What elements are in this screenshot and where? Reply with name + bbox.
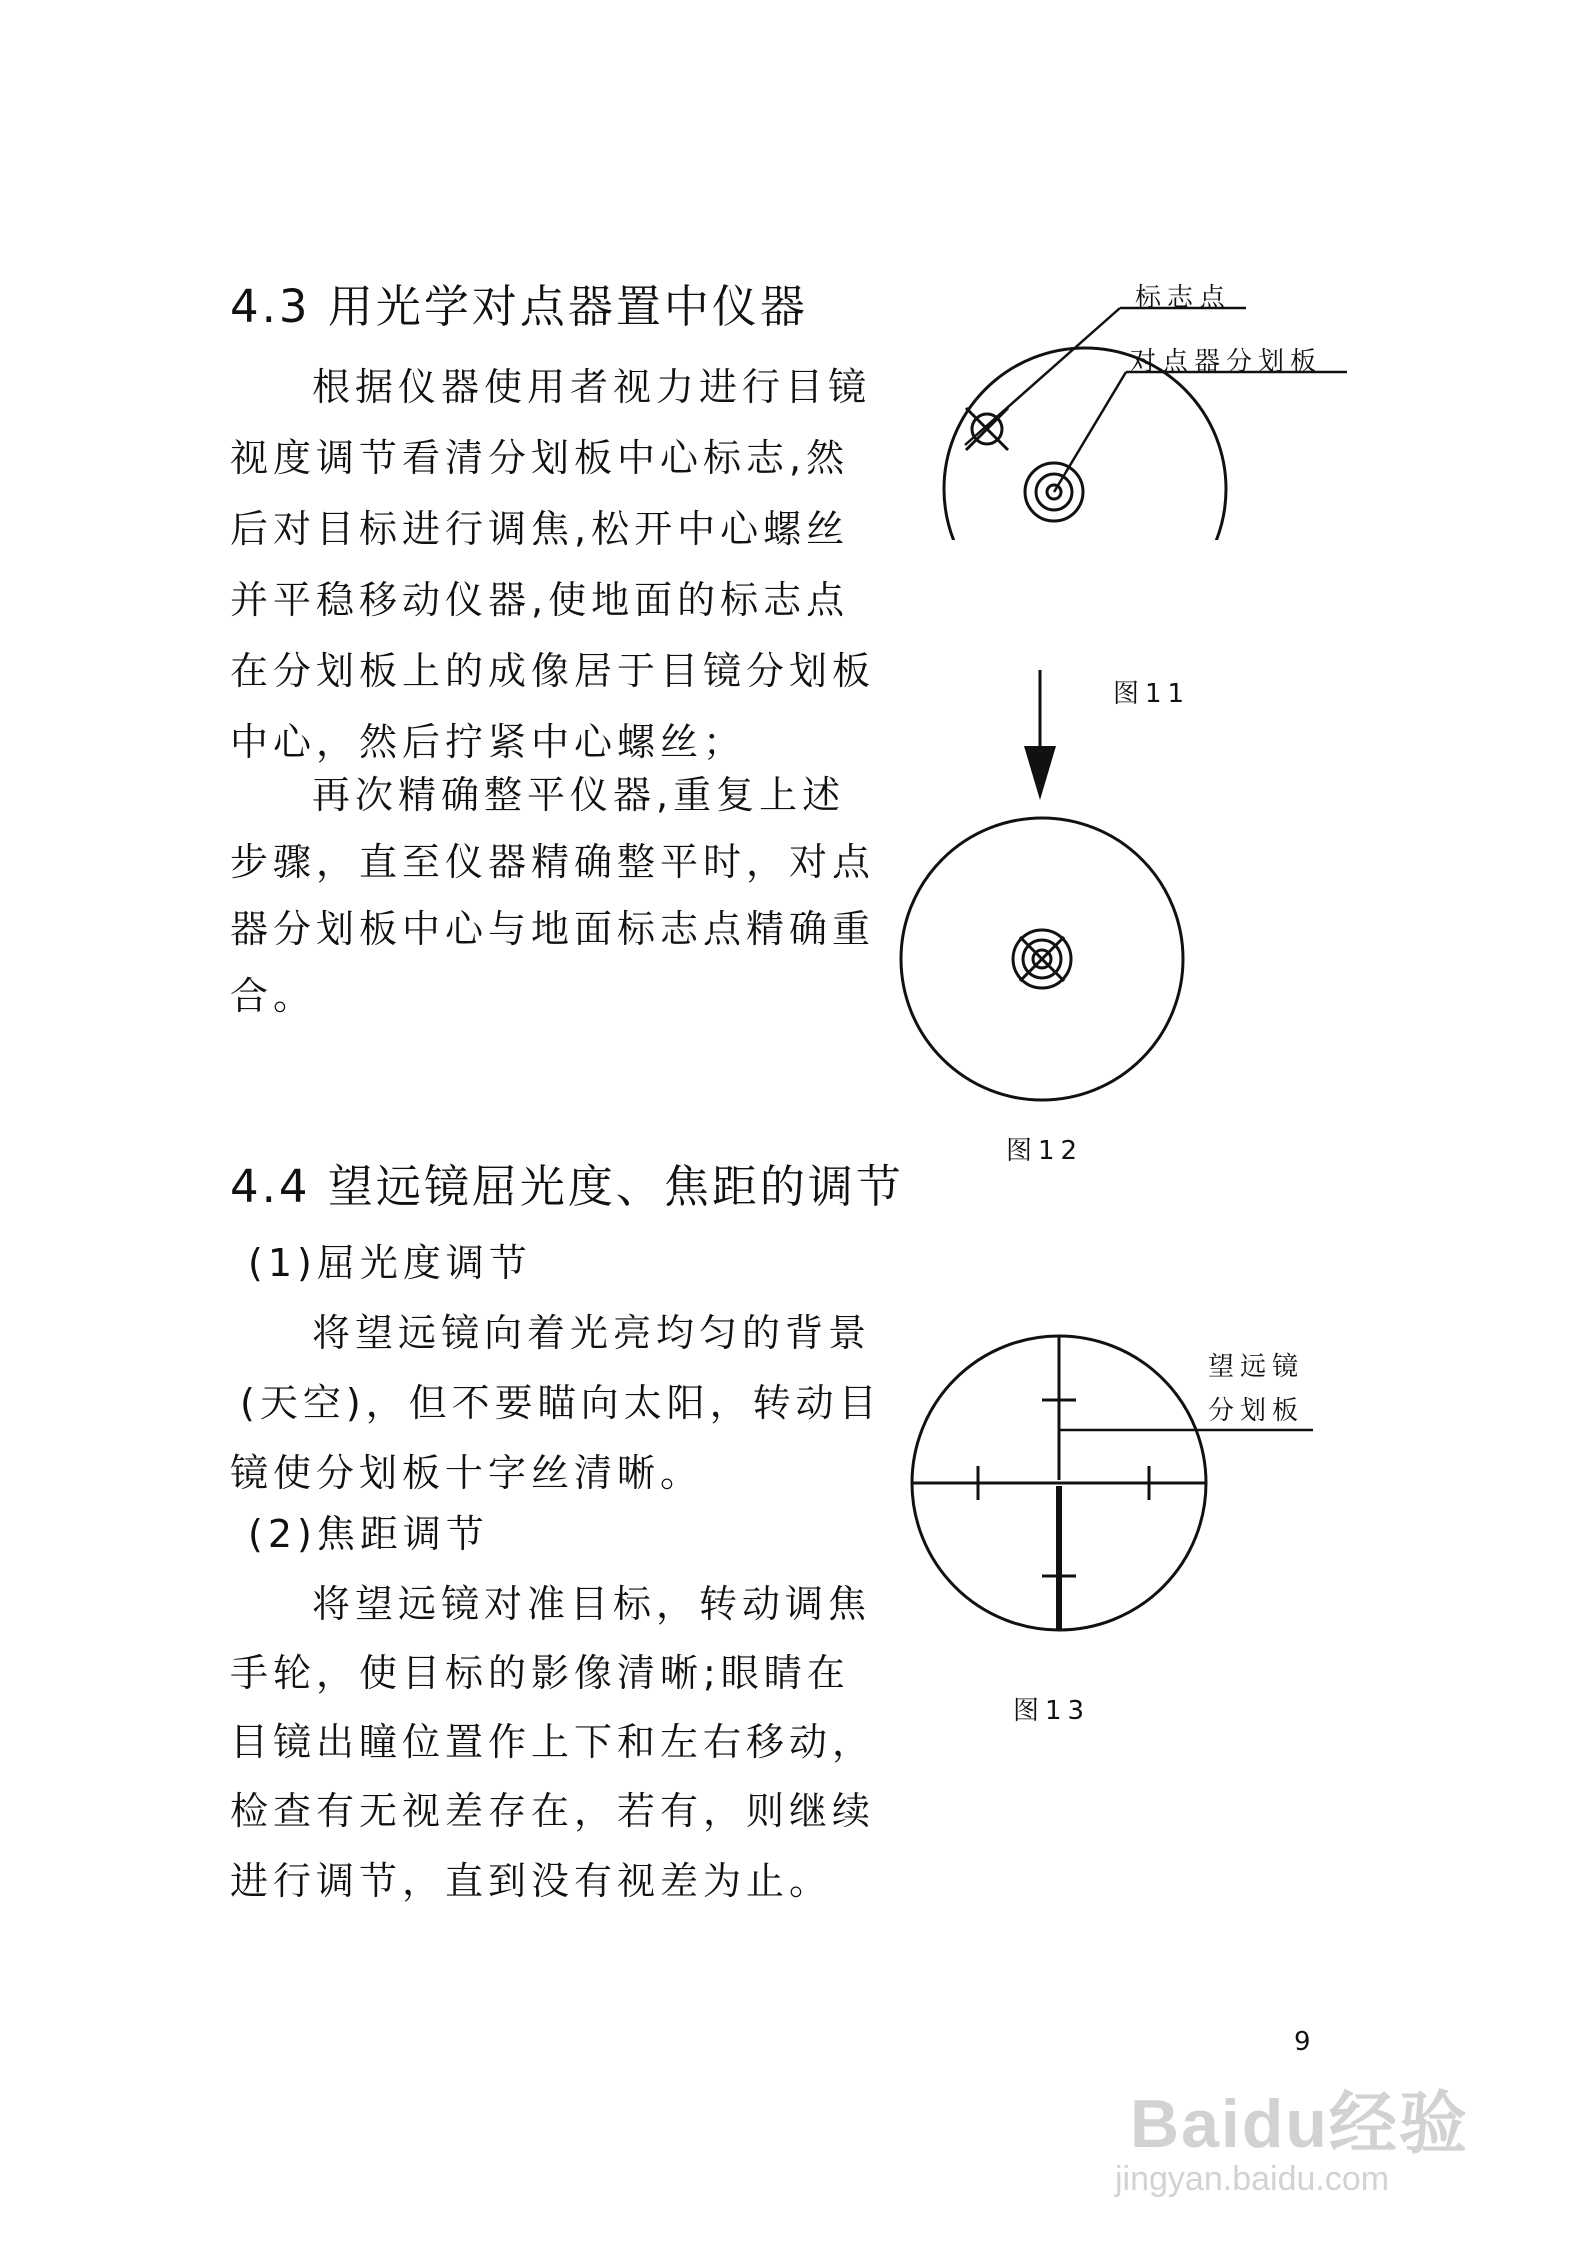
paragraph-line: 器分划板中心与地面标志点精确重 bbox=[230, 907, 876, 951]
paragraph-line: 合。 bbox=[230, 974, 317, 1018]
paragraph-line: 目镜出瞳位置作上下和左右移动， bbox=[230, 1720, 876, 1764]
paragraph-line: 镜使分划板十字丝清晰。 bbox=[230, 1451, 704, 1495]
leader-line bbox=[965, 308, 1120, 445]
paragraph-line: 手轮，使目标的影像清晰;眼睛在 bbox=[230, 1651, 850, 1695]
paragraph-line: 将望远镜向着光亮均匀的背景 bbox=[312, 1311, 872, 1355]
mark-point-symbol bbox=[966, 408, 1008, 450]
leader-line bbox=[1054, 372, 1126, 492]
down-arrow-icon bbox=[1010, 660, 1070, 810]
figure-12-caption: 图12 bbox=[1006, 1136, 1084, 1166]
paragraph-line: 根据仪器使用者视力进行目镜 bbox=[312, 365, 872, 409]
page-number: 9 bbox=[1294, 2027, 1311, 2057]
paragraph-line: 检查有无视差存在，若有，则继续 bbox=[230, 1789, 876, 1833]
section-4-3-heading: 4.3 用光学对点器置中仪器 bbox=[230, 280, 808, 333]
centered-reticle-symbol bbox=[1013, 930, 1071, 988]
figure-11-caption: 图11 bbox=[1113, 679, 1191, 709]
label-optical-plummet-reticle: 对点器分划板 bbox=[1130, 347, 1323, 377]
paragraph-line: 中心，然后拧紧中心螺丝； bbox=[230, 720, 747, 764]
paragraph-line: 再次精确整平仪器,重复上述 bbox=[312, 773, 846, 817]
watermark-logo: Baidu经验 bbox=[1130, 2086, 1469, 2162]
label-telescope-line1: 望远镜 bbox=[1208, 1352, 1305, 1382]
watermark-url: jingyan.baidu.com bbox=[1115, 2160, 1390, 2198]
paragraph-line: 进行调节，直到没有视差为止。 bbox=[230, 1859, 833, 1903]
section-4-4-heading: 4.4 望远镜屈光度、焦距的调节 bbox=[230, 1160, 904, 1213]
label-mark-point: 标志点 bbox=[1135, 283, 1232, 313]
subheading-focus: (2)焦距调节 bbox=[248, 1512, 489, 1556]
subheading-diopter: (1)屈光度调节 bbox=[248, 1241, 532, 1285]
paragraph-line: 在分划板上的成像居于目镜分划板 bbox=[230, 649, 876, 693]
figure-11-diagram bbox=[880, 260, 1360, 540]
paragraph-line: 步骤，直至仪器精确整平时，对点 bbox=[230, 840, 876, 884]
paragraph-line: 后对目标进行调焦,松开中心螺丝 bbox=[230, 507, 850, 551]
paragraph-line: 将望远镜对准目标，转动调焦 bbox=[312, 1582, 872, 1626]
figure-13-caption: 图13 bbox=[1013, 1696, 1091, 1726]
figure-12-diagram bbox=[880, 800, 1200, 1120]
label-telescope-line2: 分划板 bbox=[1208, 1396, 1305, 1426]
paragraph-line: 并平稳移动仪器,使地面的标志点 bbox=[230, 578, 850, 622]
paragraph-line: (天空)，但不要瞄向太阳，转动目 bbox=[240, 1381, 882, 1425]
paragraph-line: 视度调节看清分划板中心标志,然 bbox=[230, 436, 850, 480]
